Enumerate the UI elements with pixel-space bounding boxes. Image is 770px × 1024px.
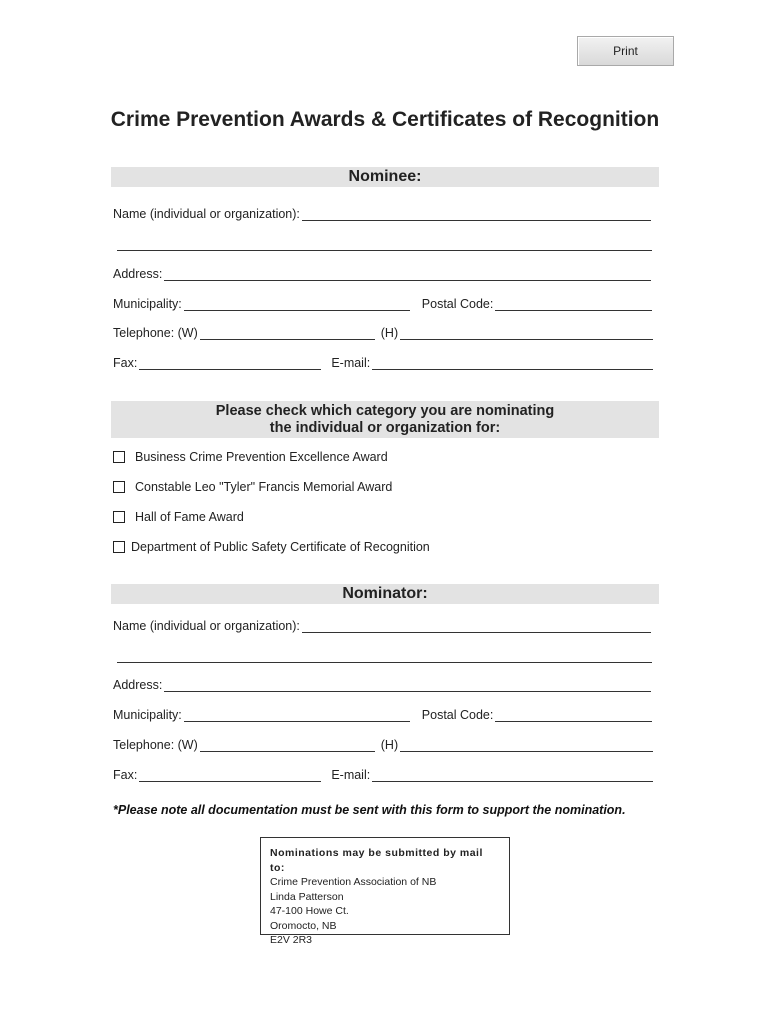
nominee-fax-row — [113, 354, 653, 370]
nominee-name-row-2 — [117, 235, 652, 251]
nominator-address-label: Address: — [113, 678, 163, 692]
nominee-name-field[interactable] — [302, 209, 651, 221]
nominator-municipality-field[interactable] — [184, 710, 410, 722]
category-option — [113, 510, 244, 524]
nominator-heading: Nominator: — [111, 584, 659, 604]
nominator-fax-field[interactable] — [139, 770, 321, 782]
nominator-name-field-2[interactable] — [117, 651, 652, 663]
nominator-name-row-2 — [117, 647, 652, 663]
nominee-fax-label: Fax: — [113, 356, 138, 370]
nominee-telephone-w-field[interactable] — [200, 328, 375, 340]
category-option — [113, 450, 388, 464]
category-option — [113, 540, 430, 554]
mailing-address-box — [260, 837, 510, 946]
nominator-address-row — [113, 676, 651, 692]
nominator-municipality-row — [113, 706, 652, 722]
nominee-municipality-label: Municipality: — [113, 297, 182, 311]
nominator-telephone-w-label: Telephone: (W) — [113, 738, 198, 752]
nominee-postal-field[interactable] — [495, 299, 652, 311]
category-label-constable: Constable Leo "Tyler" Francis Memorial Award — [135, 480, 393, 494]
nominee-email-label: E-mail: — [331, 356, 371, 370]
nominator-name-label: Name (individual or organization): — [113, 619, 300, 633]
nominator-municipality-label: Municipality: — [113, 708, 182, 722]
nominee-address-field[interactable] — [164, 269, 651, 281]
nominator-email-label: E-mail: — [331, 768, 371, 782]
nominee-address-label: Address: — [113, 267, 163, 281]
nominee-name-row — [113, 205, 651, 221]
category-checkbox-hall-of-fame[interactable] — [113, 511, 125, 523]
category-checkbox-public-safety[interactable] — [113, 541, 125, 553]
nominator-fax-label: Fax: — [113, 768, 138, 782]
nominee-email-field[interactable] — [372, 358, 653, 370]
category-heading-line-2: the individual or organization for: — [269, 420, 501, 436]
nominator-postal-field[interactable] — [495, 710, 652, 722]
category-option — [113, 480, 392, 494]
category-label-hall-of-fame: Hall of Fame Award — [135, 510, 244, 524]
nominator-name-row — [113, 617, 651, 633]
category-checkbox-business[interactable] — [113, 451, 125, 463]
nominee-municipality-field[interactable] — [184, 299, 410, 311]
category-label-public-safety: Department of Public Safety Certificate of Recognition — [131, 540, 430, 554]
nominee-municipality-row — [113, 295, 652, 311]
nominee-telephone-h-label: (H) — [380, 326, 399, 340]
mailing-header: Nominations may be submitted by mail to: — [270, 847, 483, 874]
category-heading-line-1: Please check which category you are nominating — [215, 403, 555, 419]
documentation-note: *Please note all documentation must be sent with this form to support the nomination. — [113, 803, 626, 817]
nominator-fax-row — [113, 766, 653, 782]
nominator-telephone-h-label: (H) — [380, 738, 399, 752]
mailing-line: Linda Patterson — [270, 890, 344, 903]
nominee-telephone-row — [113, 324, 653, 340]
nominator-telephone-row — [113, 736, 653, 752]
mailing-line: E2V 2R3 — [270, 934, 313, 946]
category-heading — [111, 401, 659, 438]
nominee-name-field-2[interactable] — [117, 239, 652, 251]
mailing-line: Oromocto, NB — [270, 919, 337, 932]
nominator-address-field[interactable] — [164, 680, 651, 692]
print-button[interactable]: Print — [577, 36, 674, 66]
nominee-address-row — [113, 265, 651, 281]
category-label-business: Business Crime Prevention Excellence Award — [135, 450, 388, 464]
nominee-heading: Nominee: — [111, 167, 659, 187]
nominee-telephone-h-field[interactable] — [400, 328, 653, 340]
nominee-postal-label: Postal Code: — [421, 297, 494, 311]
mailing-line: Crime Prevention Association of NB — [270, 876, 437, 888]
nominee-name-label: Name (individual or organization): — [113, 207, 300, 221]
nominee-telephone-w-label: Telephone: (W) — [113, 326, 198, 340]
nominator-email-field[interactable] — [372, 770, 653, 782]
mailing-line: 47-100 Howe Ct. — [270, 905, 349, 917]
nominee-fax-field[interactable] — [139, 358, 321, 370]
page-title: Crime Prevention Awards & Certificates of Recognition — [110, 108, 660, 131]
nominator-postal-label: Postal Code: — [421, 708, 494, 722]
nominator-name-field[interactable] — [302, 621, 651, 633]
nominator-telephone-w-field[interactable] — [200, 740, 375, 752]
category-checkbox-constable[interactable] — [113, 481, 125, 493]
nominator-telephone-h-field[interactable] — [400, 740, 653, 752]
